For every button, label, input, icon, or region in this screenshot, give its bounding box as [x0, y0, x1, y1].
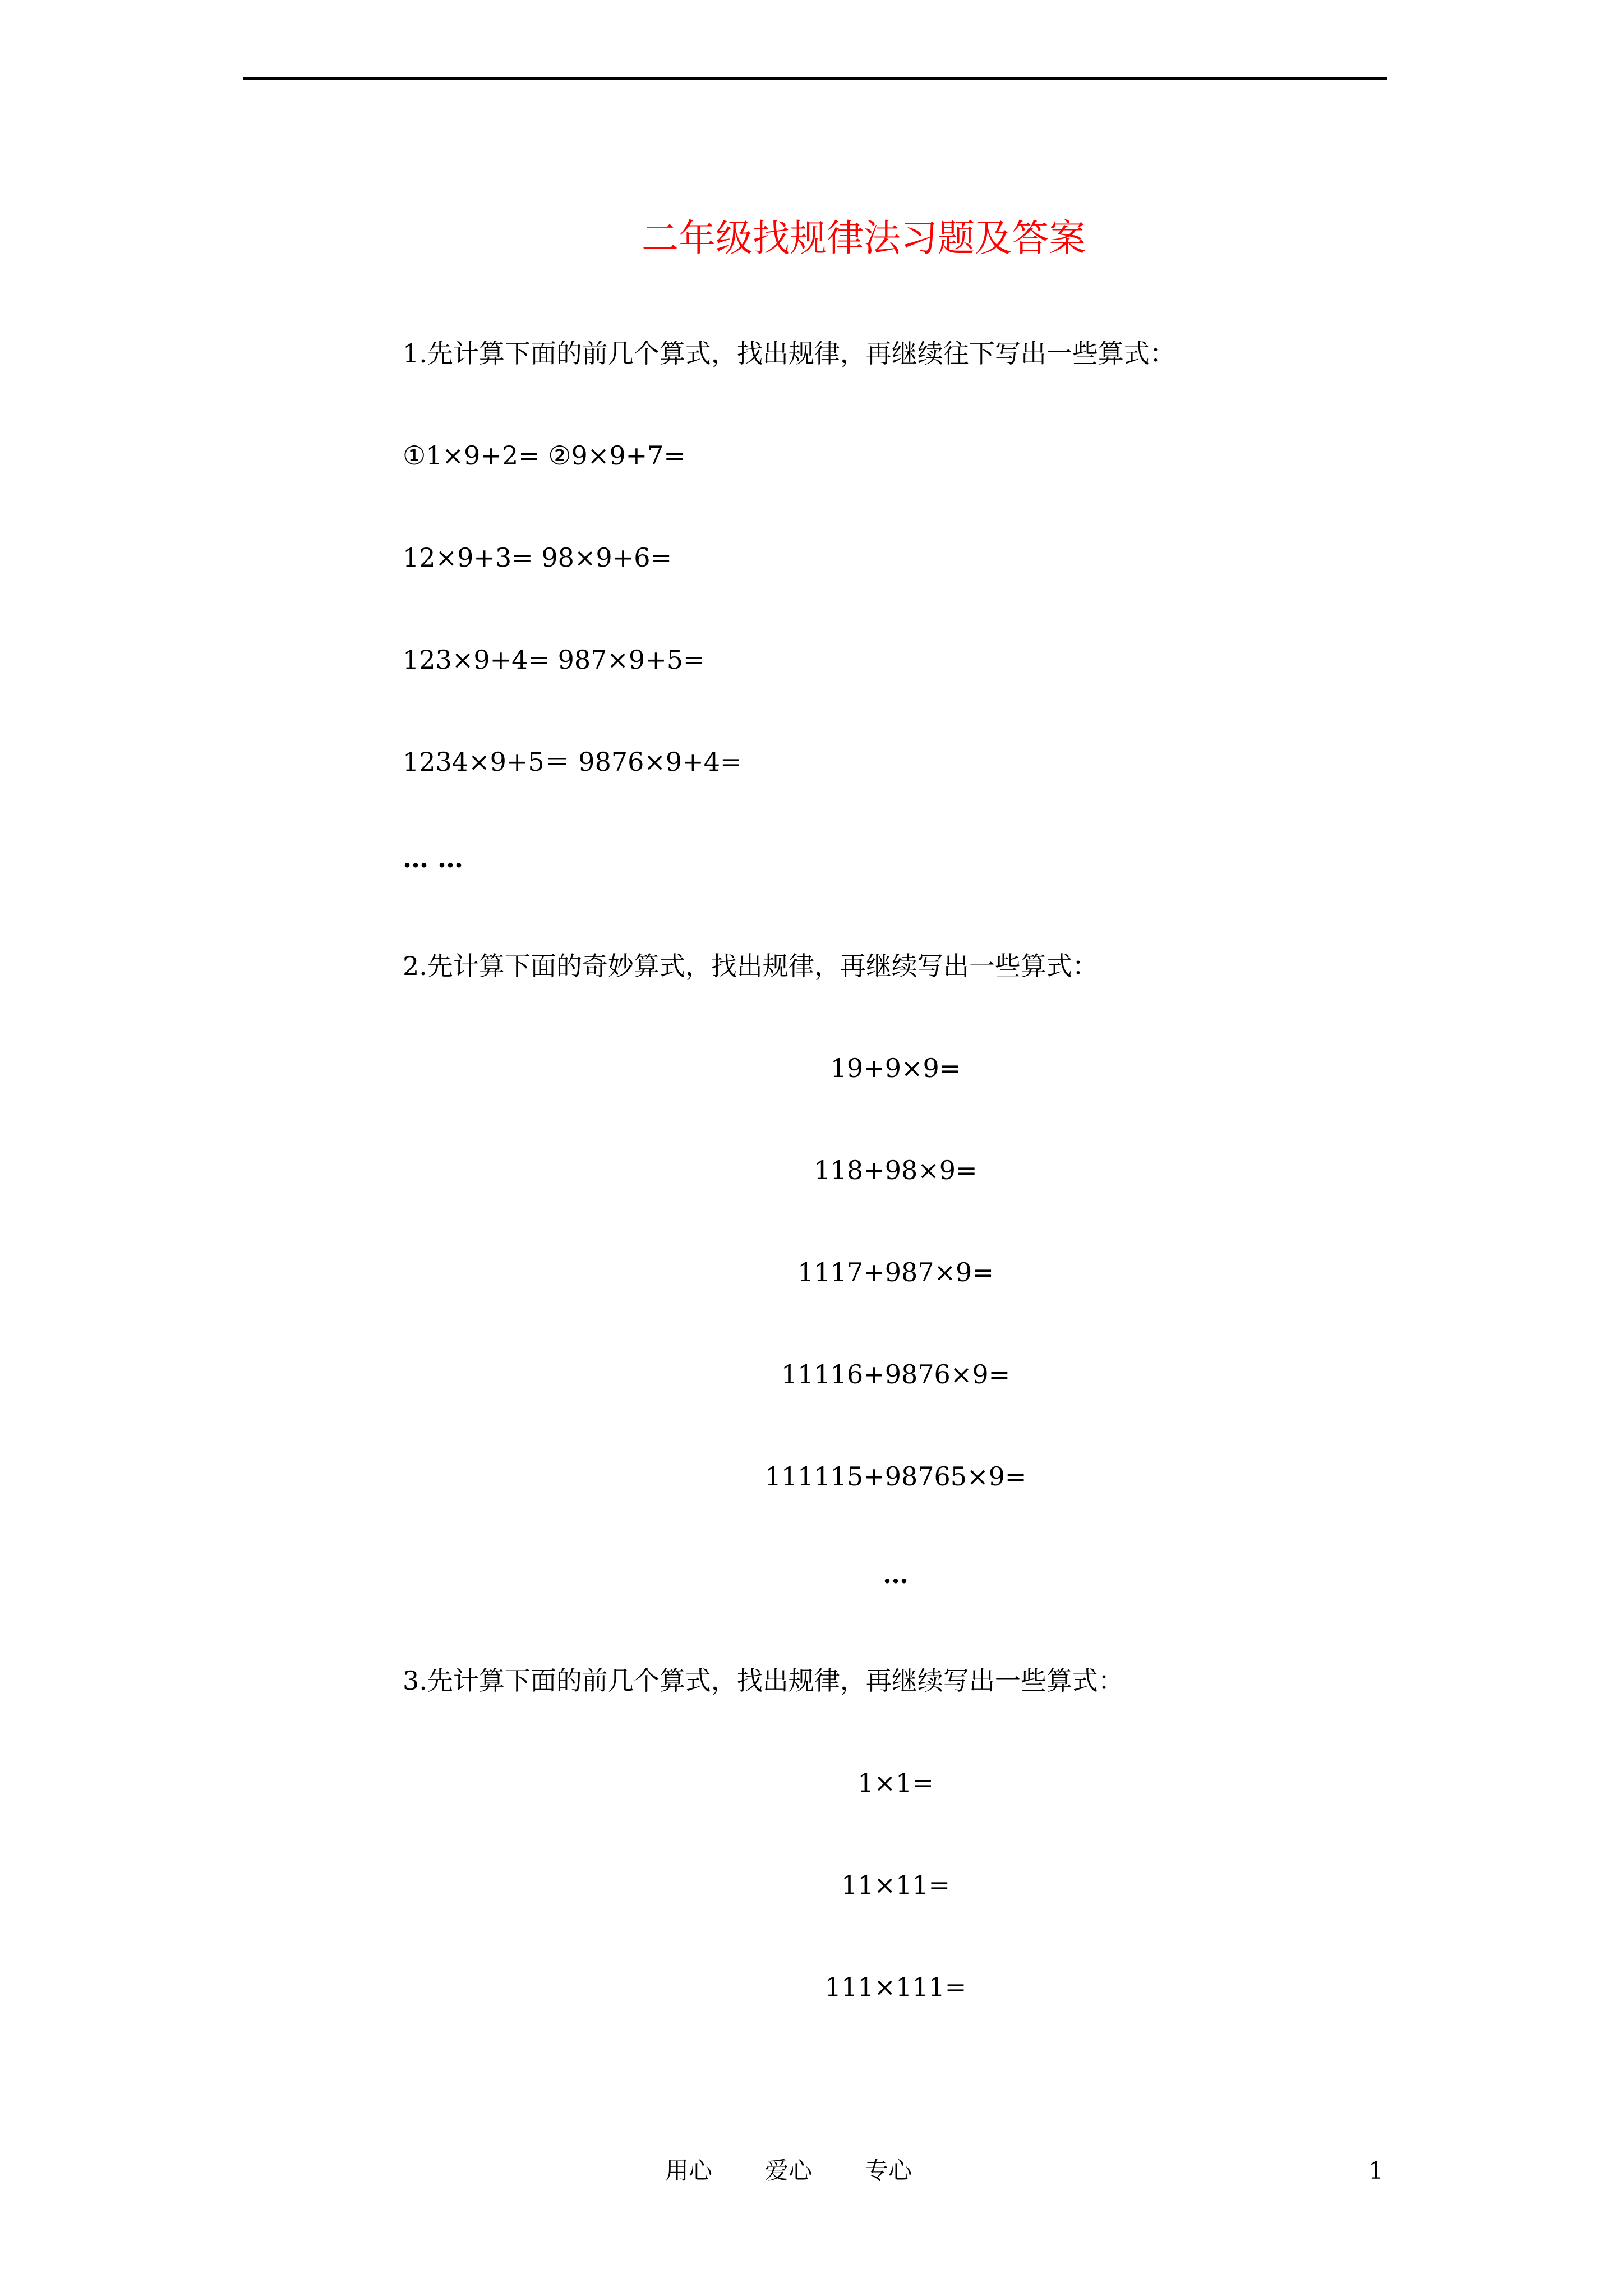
q2-ellipsis: … — [883, 1559, 909, 1589]
header-rule — [243, 77, 1387, 80]
q2-prompt: 2.先计算下面的奇妙算式，找出规律，再继续写出一些算式： — [403, 951, 1098, 981]
document-title: 二年级找规律法习题及答案 — [642, 217, 1086, 260]
q3-prompt: 3.先计算下面的前几个算式，找出规律，再继续写出一些算式： — [403, 1665, 1124, 1696]
q2-row: 1117+987×9= — [797, 1257, 994, 1287]
q1-row: 123×9+4= 987×9+5= — [403, 645, 705, 675]
q1-row: 1234×9+5＝ 9876×9+4= — [403, 747, 742, 777]
q2-row: 11116+9876×9= — [781, 1359, 1011, 1389]
q2-row: 111115+98765×9= — [764, 1461, 1027, 1492]
q2-row: 118+98×9= — [814, 1155, 978, 1185]
q3-row: 111×111= — [824, 1972, 967, 2002]
q1-prompt: 1.先计算下面的前几个算式，找出规律，再继续往下写出一些算式： — [403, 338, 1175, 369]
q3-row: 11×11= — [841, 1870, 951, 1900]
footer-word: 专心 — [865, 2157, 912, 2184]
footer-word: 爱心 — [765, 2157, 813, 2184]
q3-row: 1×1= — [857, 1768, 934, 1798]
q1-row: ①1×9+2= ②9×9+7= — [403, 440, 685, 471]
page-number: 1 — [1368, 2157, 1384, 2184]
q2-row: 19+9×9= — [830, 1053, 961, 1083]
footer-word: 用心 — [665, 2157, 713, 2184]
q1-row: 12×9+3= 98×9+6= — [403, 542, 672, 573]
q1-ellipsis: … … — [403, 843, 464, 873]
